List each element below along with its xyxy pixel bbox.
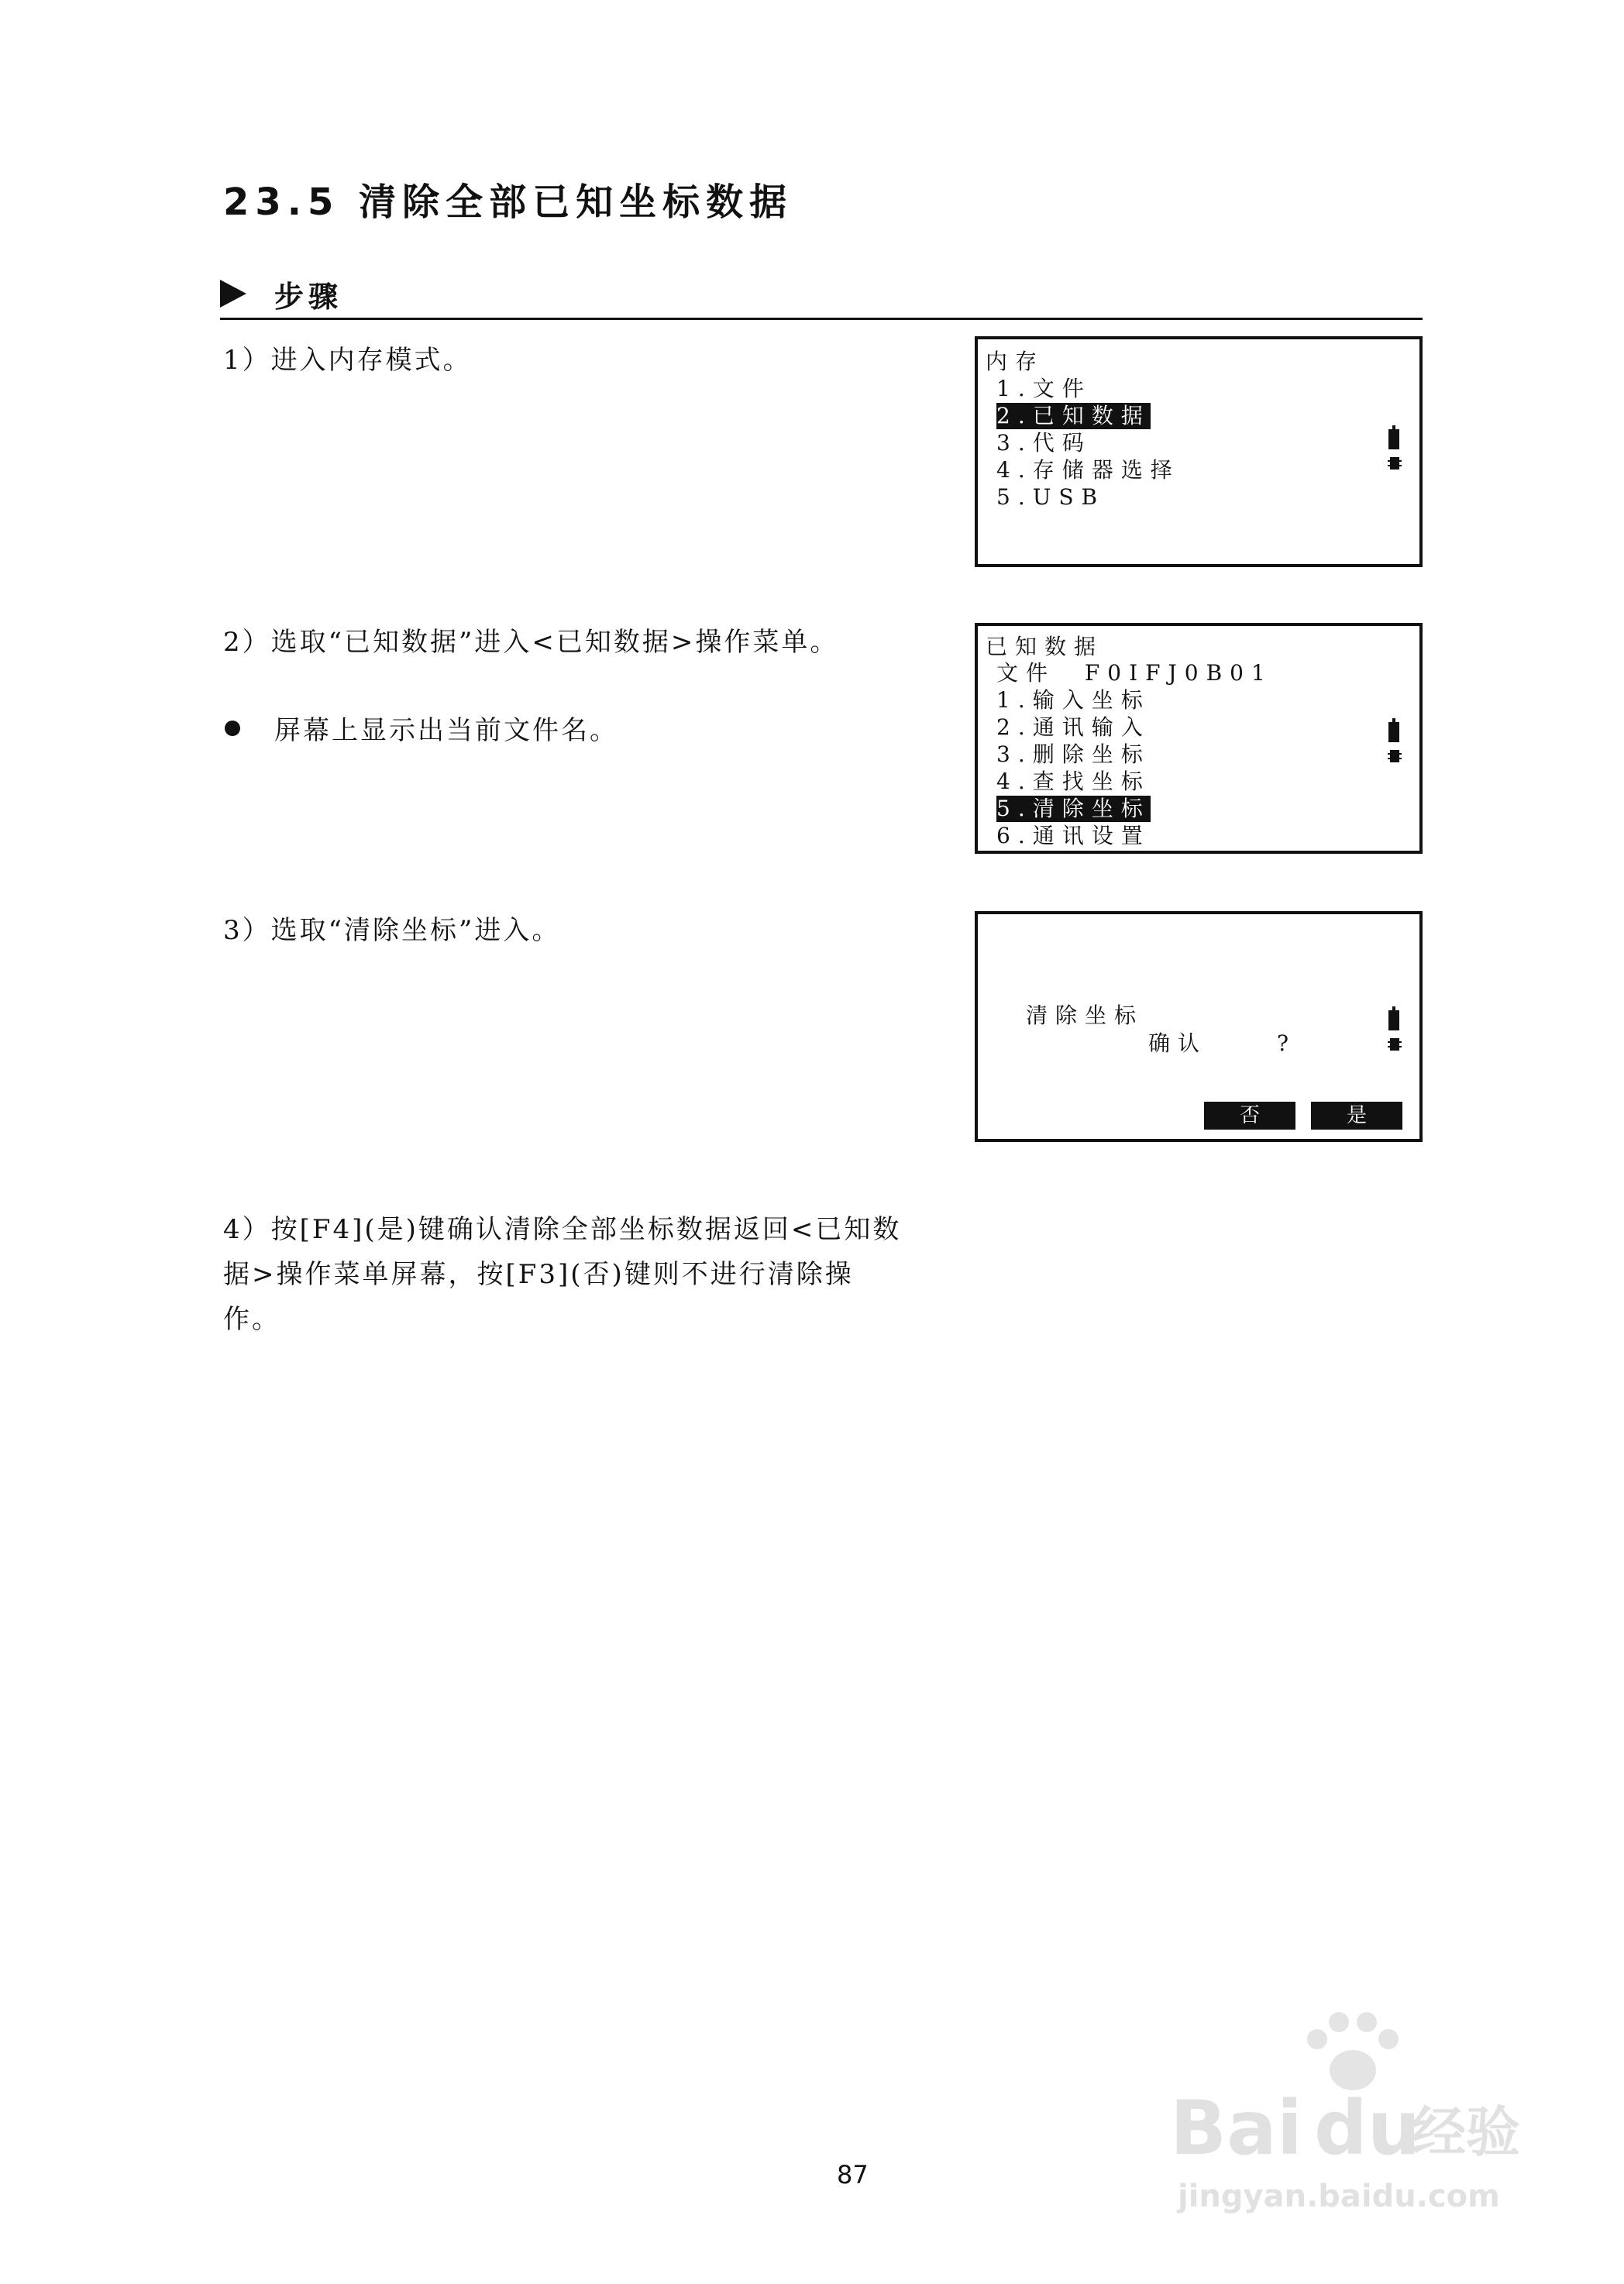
bullet-dot-icon xyxy=(225,721,240,736)
svg-text:jingyan.baidu.com: jingyan.baidu.com xyxy=(1178,2179,1500,2214)
svg-text:du: du xyxy=(1314,2085,1421,2172)
memory-icon xyxy=(1390,750,1399,762)
memory-icon xyxy=(1390,1038,1399,1051)
page-number: 87 xyxy=(837,2160,869,2189)
screen1-item[interactable]: 3.代码 xyxy=(996,430,1092,456)
screen2-item[interactable]: 4.查找坐标 xyxy=(996,769,1151,794)
screen2-title: 已知数据 xyxy=(986,634,1104,659)
bullet-note-text: 屏幕上显示出当前文件名。 xyxy=(274,715,618,746)
memory-icon xyxy=(1390,457,1399,470)
lcd-screen-memory xyxy=(975,336,1423,567)
step-2-text: 2）选取“已知数据”进入<已知数据>操作菜单。 xyxy=(223,627,839,658)
screen1-item-selected[interactable]: 2.已知数据 xyxy=(996,403,1151,428)
steps-header xyxy=(220,273,342,315)
screen2-item[interactable]: 2.通讯输入 xyxy=(996,714,1151,740)
screen3-confirm-label: 确认 xyxy=(1148,1030,1208,1056)
screen2-file-row xyxy=(996,660,1273,686)
battery-icon xyxy=(1388,722,1399,742)
screen2-item[interactable]: 6.通讯设置 xyxy=(996,823,1151,848)
screen2-file-label: 文件 xyxy=(996,660,1056,686)
battery-icon xyxy=(1388,429,1399,449)
screen2-item[interactable]: 3.删除坐标 xyxy=(996,741,1151,767)
section-title: 23.5 清除全部已知坐标数据 xyxy=(223,181,793,224)
steps-header-label: 步骤 xyxy=(274,279,343,314)
battery-icon xyxy=(1388,1010,1399,1030)
step-1-text: 1）进入内存模式。 xyxy=(223,345,472,376)
svg-text:经验: 经验 xyxy=(1412,2100,1520,2164)
paw-icon xyxy=(1307,2012,1399,2090)
steps-divider xyxy=(220,318,1423,320)
screen1-item[interactable]: 5.USB xyxy=(996,484,1106,510)
screen2-item-selected[interactable]: 5.清除坐标 xyxy=(996,796,1151,821)
baidu-jingyan-watermark xyxy=(1154,1999,1557,2231)
step-4-text: 4）按[F4](是)键确认清除全部坐标数据返回<已知数据>操作菜单屏幕，按[F3](否)键则不进行清除操作。 xyxy=(223,1214,902,1335)
screen1-title: 内存 xyxy=(986,349,1045,374)
softkey-yes-button[interactable]: 是 xyxy=(1311,1102,1402,1130)
step-3-text: 3）选取“清除坐标”进入。 xyxy=(223,915,561,946)
lcd-screen-known-data xyxy=(975,623,1423,854)
screen1-item[interactable]: 1.文件 xyxy=(996,376,1092,401)
screen3-question: ? xyxy=(1277,1030,1297,1056)
screen2-file-name: F0IFJ0B01 xyxy=(1084,660,1273,686)
softkey-no-button[interactable]: 否 xyxy=(1204,1102,1295,1130)
screen1-item[interactable]: 4.存储器选择 xyxy=(996,457,1180,483)
play-triangle-icon xyxy=(220,280,246,308)
screen3-title: 清除坐标 xyxy=(1026,1003,1144,1028)
bullet-note xyxy=(223,709,618,747)
screen2-item[interactable]: 1.输入坐标 xyxy=(996,687,1151,713)
svg-text:Bai: Bai xyxy=(1170,2085,1302,2172)
